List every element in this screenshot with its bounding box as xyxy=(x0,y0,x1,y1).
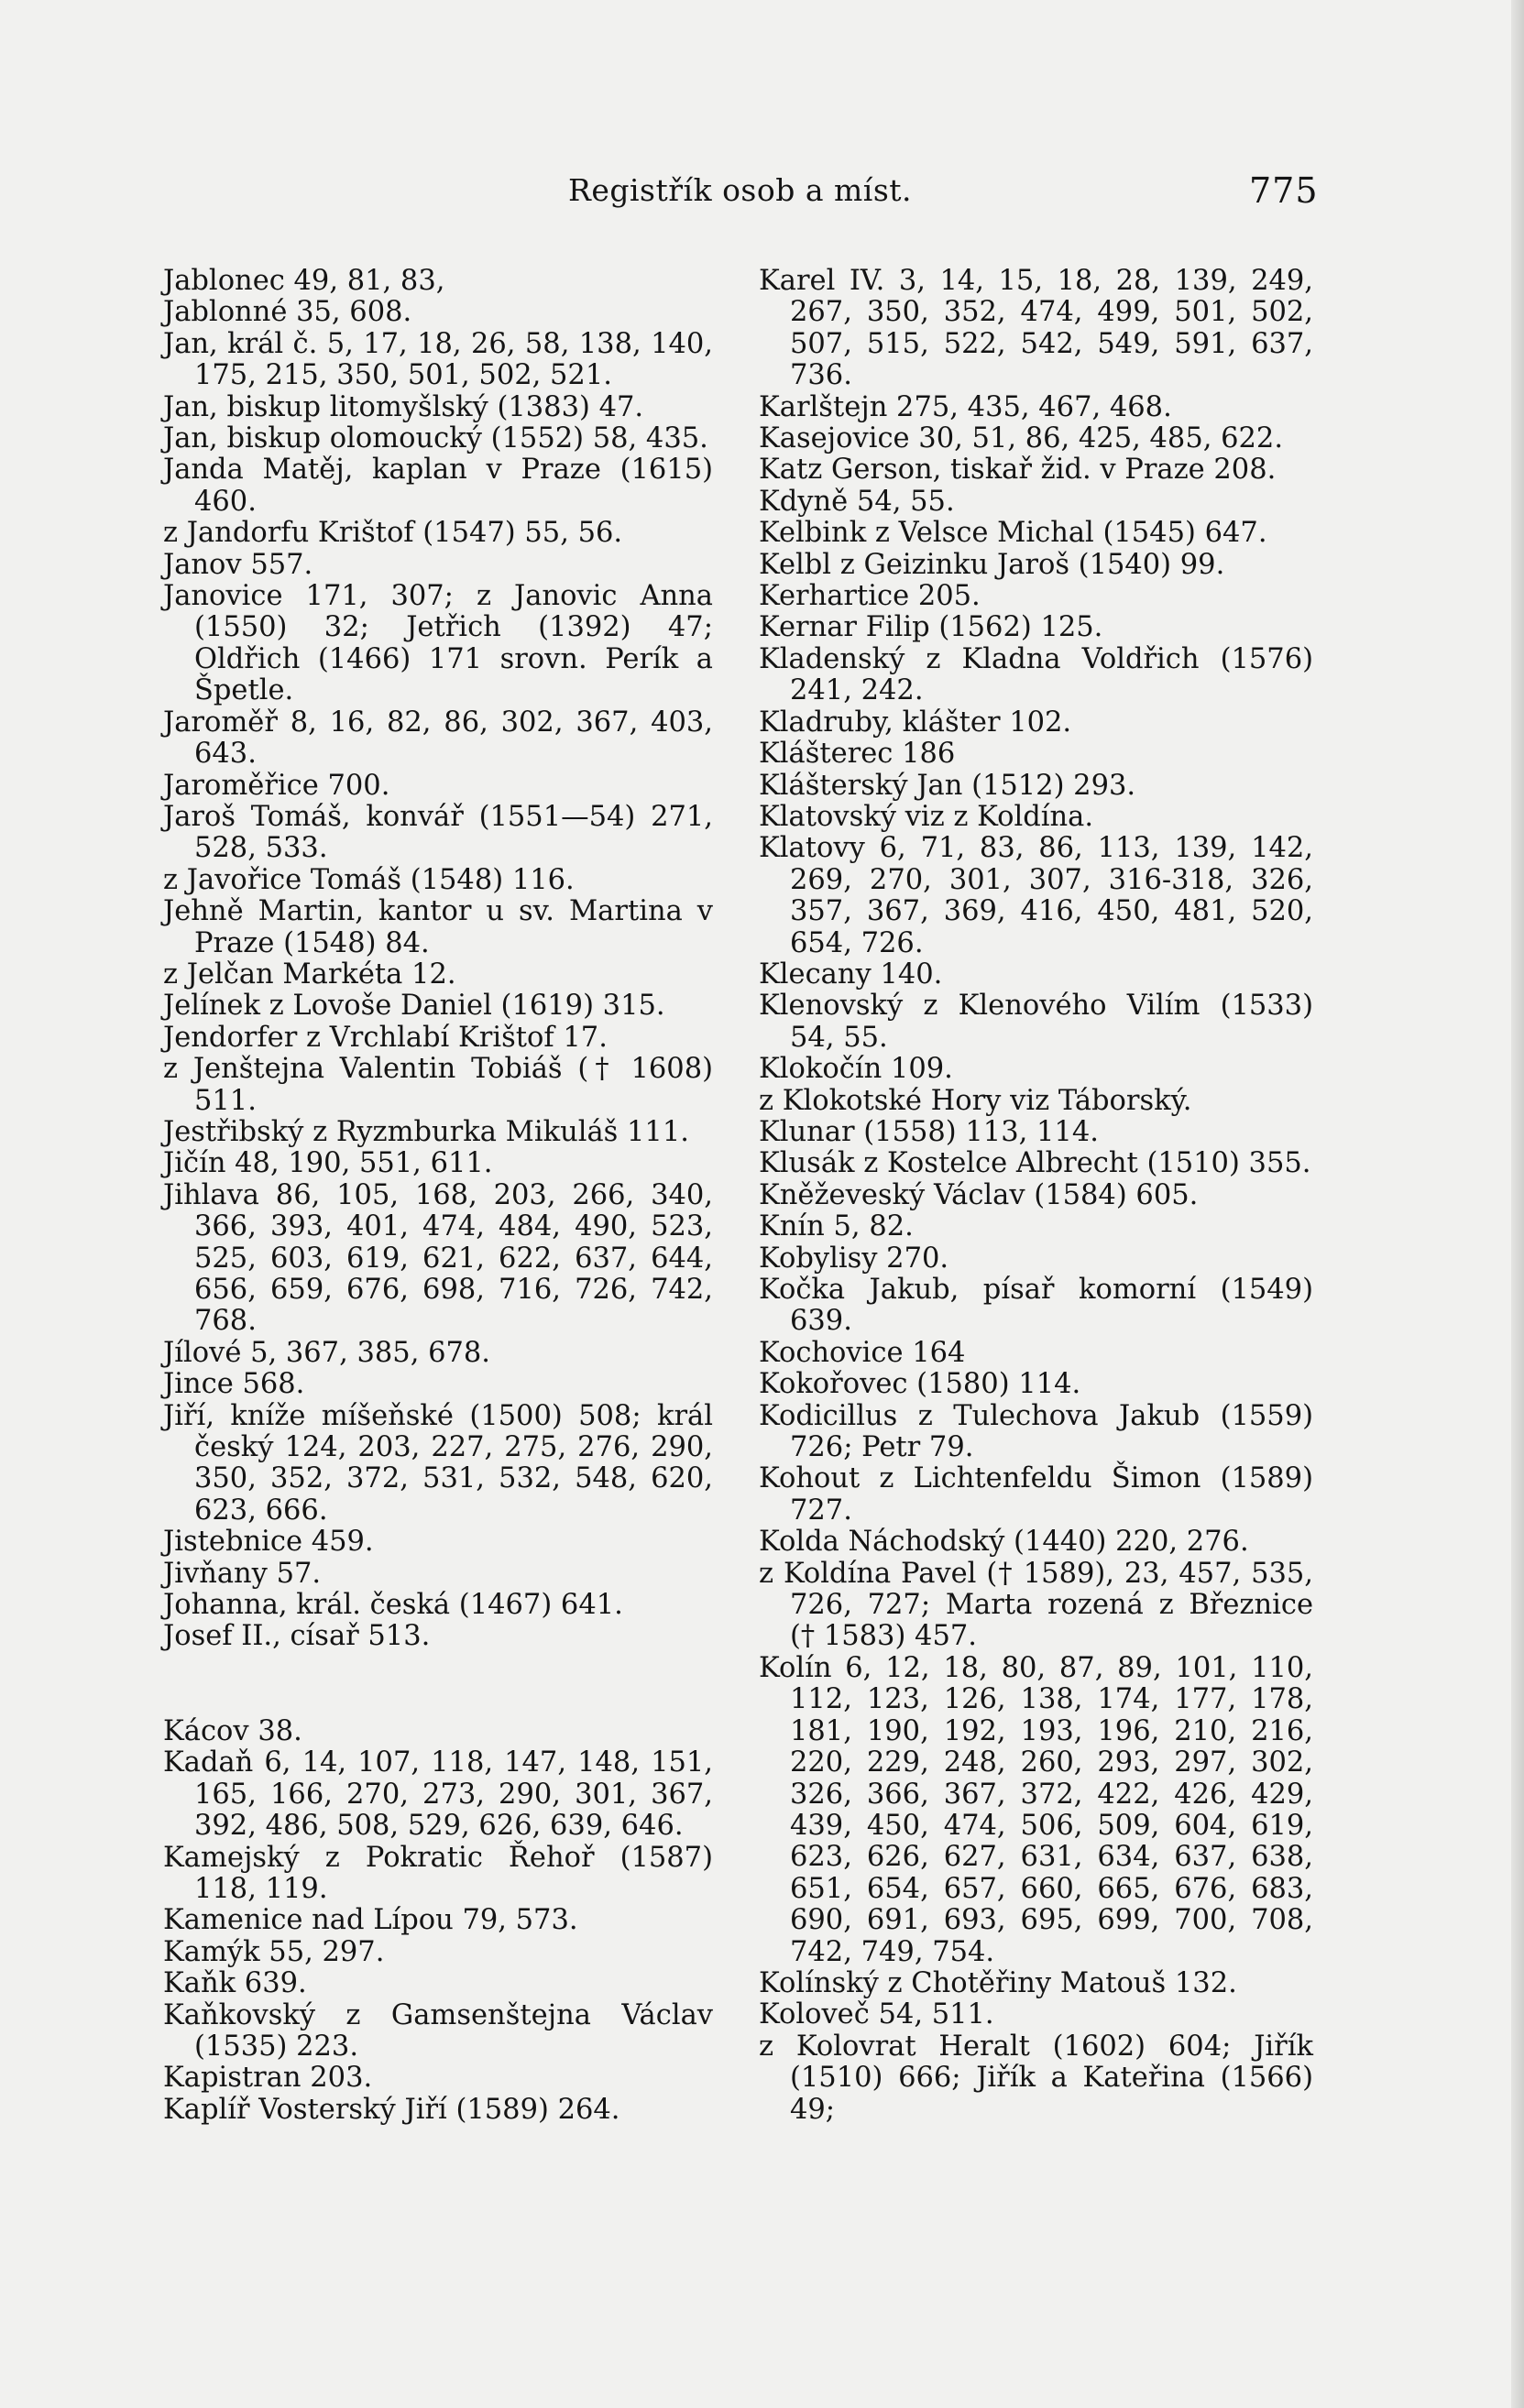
index-entry: Kapistran 203. xyxy=(163,2062,373,2095)
index-entry: Kamýk 55, 297. xyxy=(163,1935,385,1968)
index-entry: Kolda Náchodský (1440) 220, 276. xyxy=(759,1526,1249,1559)
j-section xyxy=(163,266,713,1653)
index-entry: Kaňk 639. xyxy=(163,1967,307,2000)
index-entry: Kdyně 54, 55. xyxy=(759,485,955,518)
index-entry: z Kolovrat Heralt (1602) 604; Jiřík (1510) 666; Jiřík a Kateřina (1566) 49; xyxy=(759,2030,1313,2126)
page-edge xyxy=(1511,0,1524,2408)
index-entry: Janovice 171, 307; z Janovic Anna (1550) 32; Jetřich (1392) 47; Oldřich (1466) 171 srovn. Perík a Špetle. xyxy=(163,580,713,707)
index-entry: Kaplíř Vosterský Jiří (1589) 264. xyxy=(163,2093,620,2126)
index-entry: Kohout z Lichtenfeldu Šimon (1589) 727. xyxy=(759,1462,1313,1527)
section-divider xyxy=(163,1653,713,1716)
index-entry: Jendorfer z Vrchlabí Krištof 17. xyxy=(163,1021,608,1054)
index-entry: Jiří, kníže míšeňské (1500) 508; král český 124, 203, 227, 275, 276, 290, 350, 352, 372, 531, 532, 548, 620, 623, 666. xyxy=(163,1399,713,1527)
index-entry: Klenovský z Klenového Vilím (1533) 54, 55. xyxy=(759,990,1313,1054)
index-entry: Kokořovec (1580) 114. xyxy=(759,1368,1081,1401)
index-entry: Katz Gerson, tiskař žid. v Praze 208. xyxy=(759,454,1277,487)
index-entry: Kočka Jakub, písař komorní (1549) 639. xyxy=(759,1274,1313,1338)
index-entry: Jan, král č. 5, 17, 18, 26, 58, 138, 140, 175, 215, 350, 501, 502, 521. xyxy=(163,327,713,392)
index-entry: Jablonec 49, 81, 83, xyxy=(163,265,445,297)
index-entry: Jablonné 35, 608. xyxy=(163,296,412,329)
index-entry: Kelbl z Geizinku Jaroš (1540) 99. xyxy=(759,548,1225,581)
index-entry: Jaroměřice 700. xyxy=(163,769,390,802)
index-entry: Kelbink z Velsce Michal (1545) 647. xyxy=(759,517,1267,550)
index-entry: Kerhartice 205. xyxy=(759,580,981,613)
index-entry: Kadaň 6, 14, 107, 118, 147, 148, 151, 165, 166, 270, 273, 290, 301, 367, 392, 486, 508, 529, 626, 639, 646. xyxy=(163,1746,713,1843)
index-entry: Knín 5, 82. xyxy=(759,1210,914,1243)
left-column xyxy=(163,266,713,2126)
index-entry: Jince 568. xyxy=(163,1368,305,1401)
index-entry: Jan, biskup litomyšlský (1383) 47. xyxy=(163,390,644,423)
index-entry: Johanna, král. česká (1467) 641. xyxy=(163,1589,623,1622)
index-entry: z Jenštejna Valentin Tobiáš († 1608) 511. xyxy=(163,1053,713,1117)
index-entry: Klecany 140. xyxy=(759,958,943,991)
index-entry: Klatovský viz z Koldína. xyxy=(759,800,1094,833)
index-entry: Jehně Martin, kantor u sv. Martina v Praze (1548) 84. xyxy=(163,895,713,959)
index-entry: z Jelčan Markéta 12. xyxy=(163,958,456,991)
index-entry: Jestřibský z Ryzmburka Mikuláš 111. xyxy=(163,1115,689,1148)
index-entry: z Javořice Tomáš (1548) 116. xyxy=(163,863,575,896)
index-entry: Karel IV. 3, 14, 15, 18, 28, 139, 249, 267, 350, 352, 474, 499, 501, 502, 507, 515, 522, 542, 549, 591, 637, 736. xyxy=(759,265,1313,392)
index-entry: Kolín 6, 12, 18, 80, 87, 89, 101, 110, 112, 123, 126, 138, 174, 177, 178, 181, 190, 192, 193, 196, 210, 216, 220, 229, 248, 260, 293, 297, 302, 326, 366, 367, 372, 422, 426, 429, 439, 450, 474, 506, 509, 604, 619, 623, 626, 627, 631, 634, 637, 638, 651, 654, 657, 660, 665, 676, 683, 690, 691, 693, 695, 699, 700, 708, 742, 749, 754. xyxy=(759,1651,1313,1968)
index-entry: Josef II., císař 513. xyxy=(163,1620,431,1653)
index-entry: Jičín 48, 190, 551, 611. xyxy=(163,1147,493,1180)
page-number: 775 xyxy=(1249,170,1319,211)
index-entry: Kněževeský Václav (1584) 605. xyxy=(759,1178,1199,1211)
right-column xyxy=(759,266,1313,2126)
index-entry: Kernar Filip (1562) 125. xyxy=(759,611,1103,644)
k-section xyxy=(163,1716,713,2126)
index-entry: Kaňkovský z Gamsenštejna Václav (1535) 223. xyxy=(163,1998,713,2063)
index-entry: Kasejovice 30, 51, 86, 425, 485, 622. xyxy=(759,422,1284,455)
index-entry: Janda Matěj, kaplan v Praze (1615) 460. xyxy=(163,454,713,518)
index-entry: Koloveč 54, 511. xyxy=(759,1998,994,2031)
index-entry: z Koldína Pavel († 1589), 23, 457, 535, 726, 727; Marta rozená z Březnice († 1583) 457. xyxy=(759,1557,1313,1653)
page-header xyxy=(0,172,1524,218)
index-entry: Kácov 38. xyxy=(163,1714,302,1747)
index-entry: Kladruby, klášter 102. xyxy=(759,706,1072,739)
index-entry: Janov 557. xyxy=(163,548,313,581)
index-entry: Jílové 5, 367, 385, 678. xyxy=(163,1336,490,1369)
index-entry: Kamejský z Pokratic Řehoř (1587) 118, 119. xyxy=(163,1841,713,1905)
index-entry: Jivňany 57. xyxy=(163,1557,322,1590)
index-entry: Jelínek z Lovoše Daniel (1619) 315. xyxy=(163,990,665,1023)
index-entry: Kolínský z Chotěřiny Matouš 132. xyxy=(759,1966,1237,1999)
index-entry: Karlštejn 275, 435, 467, 468. xyxy=(759,390,1172,423)
index-entry: Kochovice 164 xyxy=(759,1336,966,1369)
index-entry: Klatovy 6, 71, 83, 86, 113, 139, 142, 269, 270, 301, 307, 316-318, 326, 357, 367, 369, 416, 450, 481, 520, 654, 726. xyxy=(759,832,1313,959)
index-entry: Kobylisy 270. xyxy=(759,1242,949,1275)
index-entry: Kodicillus z Tulechova Jakub (1559) 726; Petr 79. xyxy=(759,1399,1313,1464)
index-entry: Klášterský Jan (1512) 293. xyxy=(759,769,1136,802)
index-entry: Kladenský z Kladna Voldřich (1576) 241, 242. xyxy=(759,642,1313,707)
index-entry: Klusák z Kostelce Albrecht (1510) 355. xyxy=(759,1147,1311,1180)
index-entry: Klokočín 109. xyxy=(759,1053,953,1086)
index-entry: Jihlava 86, 105, 168, 203, 266, 340, 366, 393, 401, 474, 484, 490, 523, 525, 603, 619, 621, 622, 637, 644, 656, 659, 676, 698, 716, 726, 742, 768. xyxy=(163,1178,713,1338)
index-entry: Klášterec 186 xyxy=(759,738,956,771)
running-title: Registřík osob a míst. xyxy=(568,172,913,208)
index-entry: Kamenice nad Lípou 79, 573. xyxy=(163,1904,578,1937)
index-entry: z Klokotské Hory viz Táborský. xyxy=(759,1084,1192,1117)
index-entry: Jaroměř 8, 16, 82, 86, 302, 367, 403, 643. xyxy=(163,706,713,771)
index-entry: Jan, biskup olomoucký (1552) 58, 435. xyxy=(163,422,708,455)
index-entry: Klunar (1558) 113, 114. xyxy=(759,1115,1099,1148)
index-entry: Jistebnice 459. xyxy=(163,1526,374,1559)
index-entry: Jaroš Tomáš, konvář (1551—54) 271, 528, 533. xyxy=(163,800,713,865)
index-entry: z Jandorfu Krištof (1547) 55, 56. xyxy=(163,517,623,550)
